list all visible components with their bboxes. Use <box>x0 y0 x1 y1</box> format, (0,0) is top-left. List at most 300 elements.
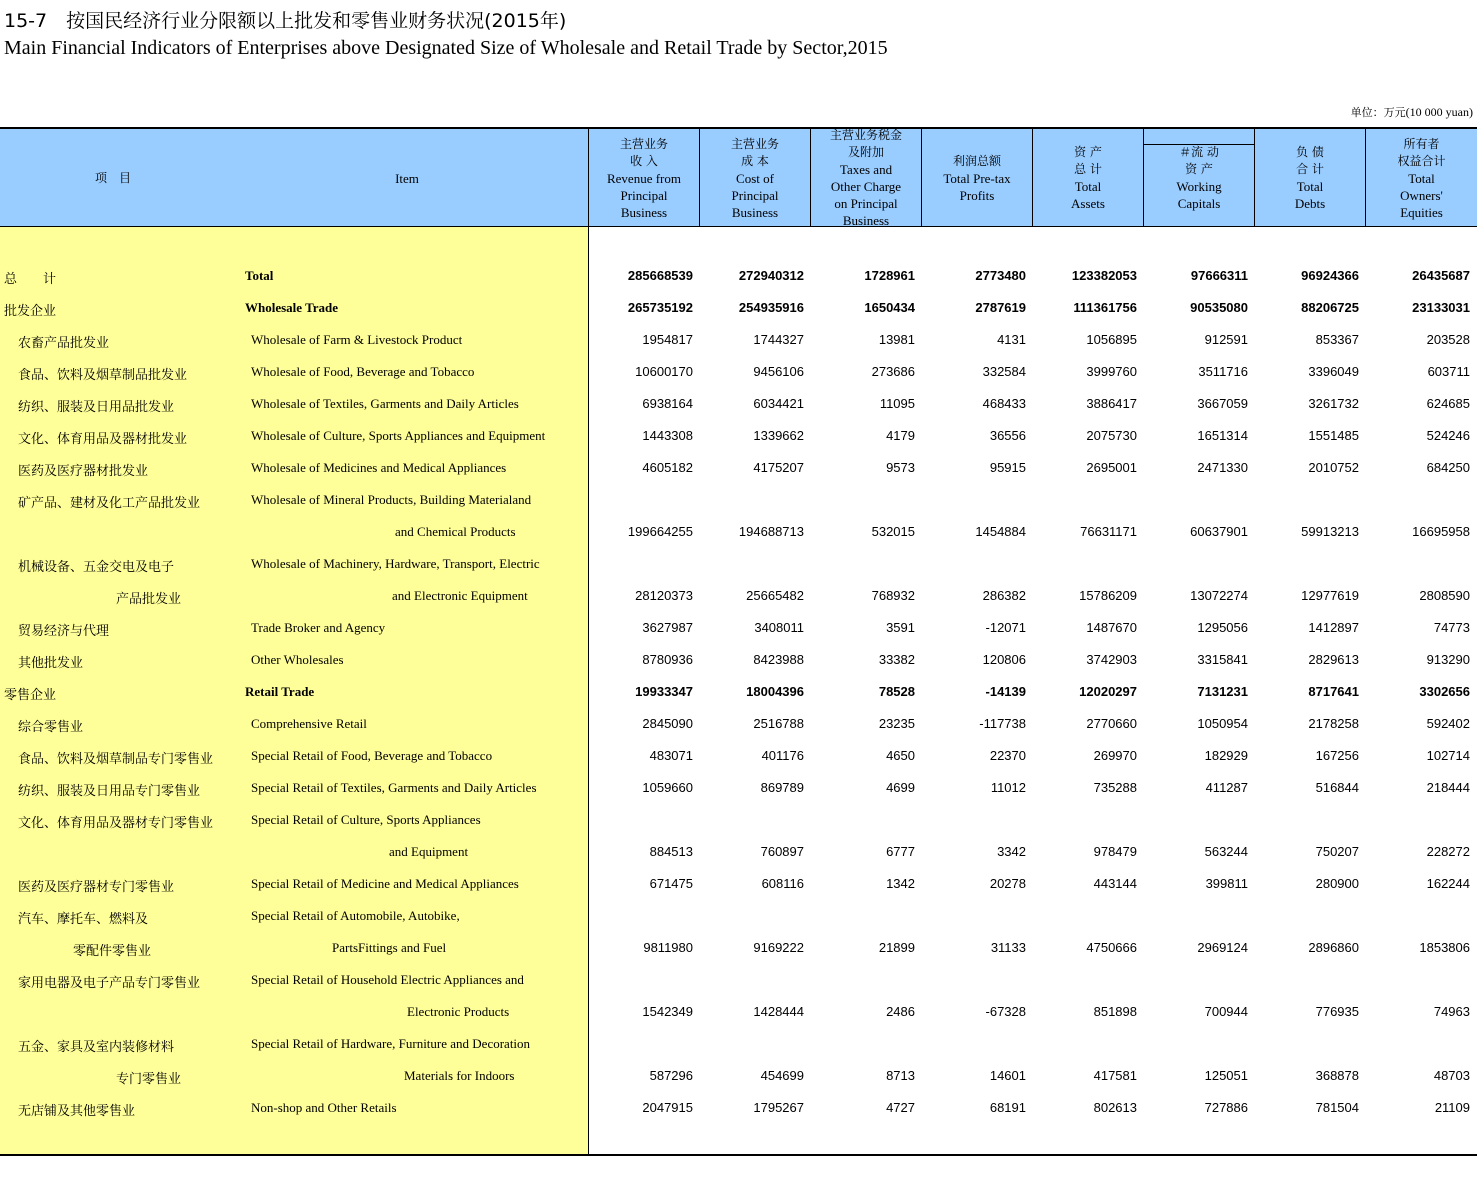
table-row <box>0 1028 1477 1060</box>
cell-value: 1428444 <box>753 1004 804 1019</box>
cell-value: 203528 <box>1426 332 1470 347</box>
table-row <box>0 612 1477 644</box>
cell-value: 265735192 <box>627 300 693 315</box>
table-row <box>0 804 1477 836</box>
header-text: Total <box>1408 170 1435 186</box>
header-text: Principal <box>620 187 668 203</box>
cell-value: 884513 <box>649 844 693 859</box>
cell-value: 6034421 <box>753 396 804 411</box>
cell-value: 411287 <box>1205 780 1248 795</box>
cell-value: 273686 <box>871 364 915 379</box>
header-equities <box>1366 129 1477 227</box>
header-text: Principal <box>731 187 779 203</box>
cell-value: 286382 <box>982 588 1026 603</box>
cell-value: 194688713 <box>738 524 804 539</box>
cell-value: 12020297 <box>1079 684 1137 699</box>
row-label-en: Special Retail of Culture, Sports Appliances <box>251 812 481 827</box>
cell-value: 781504 <box>1315 1100 1359 1115</box>
cell-value: 13981 <box>878 332 915 347</box>
cell-value: 2047915 <box>642 1100 693 1115</box>
cell-value: 9573 <box>886 460 915 475</box>
cell-value: 48703 <box>1433 1068 1470 1083</box>
row-label-en: Special Retail of Textiles, Garments and Daily Articles <box>251 780 537 795</box>
cell-value: 21109 <box>1434 1100 1470 1115</box>
cell-value: -117738 <box>979 716 1026 731</box>
cell-value: 8780936 <box>642 652 693 667</box>
cell-value: 9456106 <box>753 364 804 379</box>
cell-value: 603711 <box>1427 364 1470 379</box>
cell-value: 802613 <box>1093 1100 1137 1115</box>
cell-value: 3408011 <box>754 620 804 635</box>
row-label-en: Wholesale of Machinery, Hardware, Transport, Electric <box>251 556 540 571</box>
cell-value: 74963 <box>1433 1004 1470 1019</box>
cell-value: 4650 <box>886 748 915 763</box>
cell-value: 978479 <box>1093 844 1137 859</box>
cell-value: 2829613 <box>1308 652 1359 667</box>
cell-value: 2075730 <box>1086 428 1137 443</box>
cell-value: 18004396 <box>746 684 804 699</box>
cell-value: 16695958 <box>1412 524 1470 539</box>
cell-value: 4699 <box>886 780 915 795</box>
row-label-cn: 文化、体育用品及器材专门零售业 <box>18 816 214 831</box>
cell-value: 851898 <box>1093 1004 1137 1019</box>
row-label-cn: 贸易经济与代理 <box>18 624 110 639</box>
cell-value: 1795267 <box>753 1100 804 1115</box>
row-label-cn: 专门零售业 <box>116 1072 182 1087</box>
cell-value: 269970 <box>1093 748 1137 763</box>
cell-value: 1954817 <box>642 332 693 347</box>
cell-value: 13072274 <box>1190 588 1248 603</box>
cell-value: 120806 <box>982 652 1026 667</box>
header-text: on Principal <box>834 196 898 211</box>
table-row <box>0 868 1477 900</box>
cell-value: 624685 <box>1426 396 1470 411</box>
cell-value: 1853806 <box>1419 940 1470 955</box>
table-header <box>0 129 1477 227</box>
cell-value: 563244 <box>1204 844 1248 859</box>
cell-value: 4175207 <box>753 460 804 475</box>
cell-value: 1412897 <box>1308 620 1359 635</box>
cell-value: 60637901 <box>1190 524 1248 539</box>
cell-value: 684250 <box>1426 460 1470 475</box>
row-label-cn: 家用电器及电子产品专门零售业 <box>18 976 201 991</box>
header-text: 资 产 <box>1074 145 1102 159</box>
row-label-en: Retail Trade <box>245 684 315 699</box>
cell-value: 11012 <box>990 780 1026 795</box>
cell-value: 14601 <box>989 1068 1026 1083</box>
cell-value: 524246 <box>1426 428 1470 443</box>
table-row <box>0 580 1477 612</box>
cell-value: 97666311 <box>1190 268 1248 283</box>
cell-value: 28120373 <box>635 588 693 603</box>
cell-value: 3302656 <box>1419 684 1470 699</box>
table-row <box>0 708 1477 740</box>
cell-value: 2486 <box>886 1004 915 1019</box>
row-label-en: Trade Broker and Agency <box>251 620 386 635</box>
cell-value: 2787619 <box>975 300 1026 315</box>
cell-value: 1744327 <box>753 332 804 347</box>
cell-value: 21899 <box>878 940 915 955</box>
cell-value: 23235 <box>878 716 915 731</box>
cell-value: 587296 <box>649 1068 693 1083</box>
cell-value: 2471330 <box>1197 460 1248 475</box>
cell-value: 3999760 <box>1086 364 1137 379</box>
row-label-cn: 汽车、摩托车、燃料及 <box>18 912 149 927</box>
cell-value: 2969124 <box>1197 940 1248 955</box>
table-row <box>0 836 1477 868</box>
cell-value: 6938164 <box>642 396 693 411</box>
unit-en: (10 000 yuan) <box>1405 105 1473 119</box>
cell-value: 671475 <box>649 876 693 891</box>
cell-value: 11095 <box>879 396 915 411</box>
cell-value: 10600170 <box>635 364 693 379</box>
cell-value: 1339662 <box>753 428 804 443</box>
row-label-en: Special Retail of Food, Beverage and Tobacco <box>251 748 493 763</box>
row-label-cn: 纺织、服装及日用品专门零售业 <box>18 784 201 799</box>
row-label-en: Comprehensive Retail <box>251 716 367 731</box>
table-row <box>0 676 1477 708</box>
row-label-cn: 纺织、服装及日用品批发业 <box>18 400 175 415</box>
cell-value: -14139 <box>985 684 1026 699</box>
header-text: 主营业务 <box>619 136 668 151</box>
cell-value: 3591 <box>886 620 915 635</box>
table-row <box>0 772 1477 804</box>
assets-subheader-rule <box>1143 144 1254 145</box>
table-row <box>0 260 1477 292</box>
row-label-en: Wholesale of Textiles, Garments and Daily Articles <box>251 396 519 411</box>
header-text: Business <box>842 213 890 228</box>
cell-value: 26435687 <box>1412 268 1470 283</box>
cell-value: 31133 <box>990 940 1026 955</box>
cell-value: 776935 <box>1315 1004 1359 1019</box>
cell-value: 12977619 <box>1301 588 1359 603</box>
cell-value: 1650434 <box>864 300 915 315</box>
table-row <box>0 420 1477 452</box>
cell-value: 9169222 <box>753 940 804 955</box>
cell-value: 700944 <box>1204 1004 1248 1019</box>
cell-value: 102714 <box>1426 748 1470 763</box>
row-label-cn: 零配件零售业 <box>73 944 152 959</box>
cell-value: 6777 <box>886 844 915 859</box>
cell-value: 869789 <box>760 780 804 795</box>
cell-value: 2773480 <box>975 268 1026 283</box>
row-label-en: Special Retail of Automobile, Autobike, <box>251 908 460 923</box>
row-label-en: Wholesale Trade <box>245 300 339 315</box>
cell-value: 750207 <box>1315 844 1359 859</box>
header-text: 权益合计 <box>1397 153 1446 168</box>
header-text: 负 债 <box>1296 145 1324 159</box>
cell-value: 2178258 <box>1308 716 1359 731</box>
cell-value: 254935916 <box>738 300 804 315</box>
cell-value: 2808590 <box>1419 588 1470 603</box>
header-text: 所有者 <box>1403 136 1440 151</box>
cell-value: 727886 <box>1204 1100 1248 1115</box>
cell-value: 913290 <box>1426 652 1470 667</box>
header-profits <box>922 129 1033 227</box>
row-label-en: Wholesale of Food, Beverage and Tobacco <box>251 364 475 379</box>
header-debts <box>1255 129 1366 227</box>
cell-value: 162244 <box>1426 876 1470 891</box>
cell-value: -12071 <box>985 620 1026 635</box>
cell-value: 280900 <box>1315 876 1359 891</box>
cell-value: 59913213 <box>1301 524 1359 539</box>
table-row <box>0 356 1477 388</box>
cell-value: 8717641 <box>1308 684 1359 699</box>
title-chinese: 15-7 按国民经济行业分限额以上批发和零售业财务状况(2015年) <box>4 10 567 32</box>
cell-value: 1551485 <box>1308 428 1359 443</box>
header-assets <box>1033 129 1144 227</box>
table-row <box>0 324 1477 356</box>
table-row <box>0 932 1477 964</box>
cell-value: 90535080 <box>1190 300 1248 315</box>
cell-value: 125051 <box>1204 1068 1248 1083</box>
row-label-cn: 其他批发业 <box>18 656 84 671</box>
row-label-cn: 综合零售业 <box>18 720 84 735</box>
cell-value: 272940312 <box>738 268 804 283</box>
row-label-en: Materials for Indoors <box>404 1068 515 1083</box>
row-label-en: Other Wholesales <box>251 652 344 667</box>
row-label-cn: 农畜产品批发业 <box>18 336 110 351</box>
row-label-en: Wholesale of Medicines and Medical Appliances <box>251 460 507 475</box>
cell-value: 853367 <box>1315 332 1359 347</box>
cell-value: 1728961 <box>864 268 915 283</box>
cell-value: 218444 <box>1426 780 1470 795</box>
cell-value: 76631171 <box>1080 524 1137 539</box>
row-label-en: Special Retail of Medicine and Medical Appliances <box>251 876 519 891</box>
cell-value: 36556 <box>989 428 1026 443</box>
cell-value: 3261732 <box>1308 396 1359 411</box>
header-text: Revenue from <box>606 170 681 186</box>
header-revenue <box>589 129 700 227</box>
cell-value: 8713 <box>886 1068 915 1083</box>
header-taxes <box>811 129 922 227</box>
cell-value: 95915 <box>989 460 1026 475</box>
cell-value: 516844 <box>1315 780 1359 795</box>
cell-value: 608116 <box>761 876 804 891</box>
header-text: Working <box>1176 179 1222 194</box>
header-text: Total <box>1296 179 1324 194</box>
cell-value: 3742903 <box>1086 652 1137 667</box>
row-label-cn: 五金、家具及室内装修材料 <box>18 1040 175 1055</box>
table-row <box>0 388 1477 420</box>
header-text: 及附加 <box>847 145 884 159</box>
cell-value: 199664255 <box>627 524 693 539</box>
header-text: 主营业务税金 <box>829 128 902 142</box>
cell-value: 768932 <box>871 588 915 603</box>
cell-value: 19933347 <box>635 684 693 699</box>
unit-label <box>1351 104 1473 120</box>
cell-value: 368878 <box>1315 1068 1359 1083</box>
cell-value: 88206725 <box>1301 300 1359 315</box>
cell-value: 2516788 <box>753 716 804 731</box>
table-row <box>0 292 1477 324</box>
header-text: Cost of <box>736 170 774 186</box>
cell-value: 2695001 <box>1086 460 1137 475</box>
header-item-en <box>226 129 589 227</box>
table-row <box>0 452 1477 484</box>
cell-value: 912591 <box>1204 332 1248 347</box>
cell-value: 399811 <box>1205 876 1248 891</box>
row-label-cn: 批发企业 <box>4 304 57 319</box>
cell-value: 68191 <box>989 1100 1026 1115</box>
cell-value: 592402 <box>1426 716 1470 731</box>
table-row <box>0 900 1477 932</box>
table-row <box>0 548 1477 580</box>
row-label-cn: 总 计 <box>4 272 57 287</box>
cell-value: 3315841 <box>1197 652 1248 667</box>
cell-value: 3627987 <box>642 620 693 635</box>
cell-value: 443144 <box>1093 876 1137 891</box>
cell-value: 20278 <box>989 876 1026 891</box>
row-label-en: PartsFittings and Fuel <box>332 940 447 955</box>
cell-value: 33382 <box>878 652 915 667</box>
header-text: 总 计 <box>1074 162 1102 176</box>
row-label-cn: 矿产品、建材及化工产品批发业 <box>18 496 201 511</box>
cell-value: 78528 <box>878 684 915 699</box>
cell-value: 4179 <box>886 428 915 443</box>
table-row <box>0 1092 1477 1124</box>
cell-value: 3667059 <box>1197 396 1248 411</box>
cell-value: 332584 <box>982 364 1026 379</box>
cell-value: 285668539 <box>627 268 693 283</box>
cell-value: 1342 <box>886 876 915 891</box>
table-row <box>0 1060 1477 1092</box>
cell-value: 417581 <box>1093 1068 1137 1083</box>
cell-value: 4131 <box>997 332 1026 347</box>
cell-value: 228272 <box>1426 844 1470 859</box>
cell-value: 2845090 <box>642 716 693 731</box>
header-text: Business <box>620 204 668 220</box>
table-row <box>0 964 1477 996</box>
row-label-en: and Chemical Products <box>395 524 516 539</box>
cell-value: 8423988 <box>753 652 804 667</box>
cell-value: 167256 <box>1315 748 1359 763</box>
cell-value: 735288 <box>1093 780 1137 795</box>
row-label-en: and Electronic Equipment <box>392 588 528 603</box>
header-text: 资 产 <box>1185 162 1213 176</box>
header-text: Equities <box>1400 204 1443 220</box>
cell-value: 23133031 <box>1412 300 1470 315</box>
header-text: Total <box>1074 179 1102 194</box>
row-label-en: Special Retail of Household Electric Appliances and <box>251 972 524 987</box>
table-bottom-rule <box>0 1154 1477 1156</box>
cell-value: 3886417 <box>1086 396 1137 411</box>
title-english: Main Financial Indicators of Enterprises above Designated Size of Wholesale and Retail Trade by Sector,2015 <box>4 37 888 59</box>
cell-value: 1295056 <box>1197 620 1248 635</box>
cell-value: 1542349 <box>642 1004 693 1019</box>
header-text: Total Pre-tax <box>943 170 1011 186</box>
row-label-cn: 文化、体育用品及器材批发业 <box>18 432 188 447</box>
table-row <box>0 484 1477 516</box>
table-row <box>0 644 1477 676</box>
row-label-en: Special Retail of Hardware, Furniture and Decoration <box>251 1036 531 1051</box>
cell-value: 25665482 <box>746 588 804 603</box>
cell-value: 1443308 <box>642 428 693 443</box>
cell-value: 4727 <box>886 1100 915 1115</box>
cell-value: 1651314 <box>1197 428 1248 443</box>
cell-value: 4750666 <box>1086 940 1137 955</box>
cell-value: 9811980 <box>643 940 693 955</box>
cell-value: 1454884 <box>975 524 1026 539</box>
row-label-cn: 医药及医疗器材批发业 <box>18 464 149 479</box>
cell-value: 74773 <box>1433 620 1470 635</box>
cell-value: 1059660 <box>642 780 693 795</box>
cell-value: 1056895 <box>1086 332 1137 347</box>
cell-value: 760897 <box>760 844 804 859</box>
row-label-cn: 食品、饮料及烟草制品专门零售业 <box>18 752 214 767</box>
cell-value: 2010752 <box>1308 460 1359 475</box>
row-label-en: Wholesale of Culture, Sports Appliances and Equipment <box>251 428 546 443</box>
cell-value: 7131231 <box>1197 684 1248 699</box>
cell-value: 468433 <box>982 396 1026 411</box>
header-text: Owners' <box>1400 187 1443 203</box>
table-row <box>0 740 1477 772</box>
cell-value: 1050954 <box>1197 716 1248 731</box>
header-text: Capitals <box>1177 196 1221 211</box>
cell-value: 2896860 <box>1308 940 1359 955</box>
cell-value: 483071 <box>649 748 693 763</box>
cell-value: -67328 <box>985 1004 1026 1019</box>
header-text: Debts <box>1294 196 1326 211</box>
header-text: Business <box>731 204 779 220</box>
header-text: Assets <box>1071 196 1105 211</box>
row-label-cn: 无店铺及其他零售业 <box>18 1104 136 1119</box>
cell-value: 3396049 <box>1308 364 1359 379</box>
header-text: ＃流 动 <box>1179 145 1219 159</box>
cell-value: 96924366 <box>1301 268 1359 283</box>
cell-value: 532015 <box>871 524 915 539</box>
cell-value: 4605182 <box>642 460 693 475</box>
header-cost <box>700 129 811 227</box>
row-label-cn: 零售企业 <box>4 688 57 703</box>
header-item-en-text: Item <box>395 170 419 186</box>
cell-value: 454699 <box>760 1068 804 1083</box>
cell-value: 2770660 <box>1086 716 1137 731</box>
row-label-en: and Equipment <box>389 844 469 859</box>
cell-value: 401176 <box>761 748 804 763</box>
header-text: 合 计 <box>1296 162 1324 176</box>
header-text: Other Charge <box>830 179 902 194</box>
row-label-en: Non-shop and Other Retails <box>251 1100 397 1115</box>
cell-value: 182929 <box>1204 748 1248 763</box>
header-text: 收 入 <box>630 153 658 168</box>
cell-value: 3511716 <box>1198 364 1248 379</box>
header-text: 利润总额 <box>952 153 1001 168</box>
header-item-cn-text: 项 目 <box>94 170 131 185</box>
header-text: Taxes and <box>839 162 893 177</box>
row-label-en: Wholesale of Farm & Livestock Product <box>251 332 463 347</box>
row-label-cn: 产品批发业 <box>116 592 182 607</box>
row-label-cn: 医药及医疗器材专门零售业 <box>18 880 175 895</box>
row-label-en: Wholesale of Mineral Products, Building Materialand <box>251 492 532 507</box>
row-label-en: Total <box>245 268 274 283</box>
cell-value: 1487670 <box>1086 620 1137 635</box>
cell-value: 123382053 <box>1071 268 1137 283</box>
table-row <box>0 996 1477 1028</box>
table-row <box>0 516 1477 548</box>
row-label-cn: 机械设备、五金交电及电子 <box>18 560 175 575</box>
header-text: 成 本 <box>741 153 769 168</box>
header-text: Profits <box>959 187 995 203</box>
row-label-en: Electronic Products <box>407 1004 510 1019</box>
cell-value: 15786209 <box>1079 588 1137 603</box>
cell-value: 111361756 <box>1073 300 1137 315</box>
cell-value: 3342 <box>997 844 1026 859</box>
row-label-cn: 食品、饮料及烟草制品批发业 <box>18 368 188 383</box>
header-item-cn <box>0 129 226 227</box>
header-text: 主营业务 <box>730 136 779 151</box>
cell-value: 22370 <box>989 748 1026 763</box>
